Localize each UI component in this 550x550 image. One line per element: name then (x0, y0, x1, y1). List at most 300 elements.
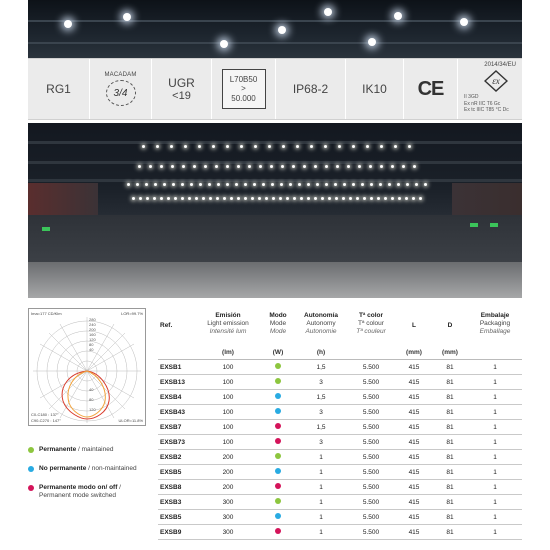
cell-mode (260, 408, 296, 416)
header-emission: Emisión Light emission Intensité lum (207, 312, 249, 336)
arena-light-icon (335, 197, 338, 200)
arena-light-icon (230, 197, 233, 200)
arena-light-icon (405, 197, 408, 200)
arena-light-icon (226, 183, 229, 186)
cell-emission: 100 (222, 378, 234, 386)
arena-light-icon (352, 145, 355, 148)
cell-autonomy: 1 (319, 498, 323, 506)
atex-cell (458, 59, 522, 119)
cell-diameter: 81 (446, 498, 454, 506)
cell-colour-temperature: 5.500 (362, 483, 380, 491)
cell-packaging: 1 (493, 378, 497, 386)
legend-label: No permanente (39, 464, 87, 472)
cell-length: 415 (408, 363, 420, 371)
risk-group-cell (28, 59, 90, 119)
arena-light-icon (182, 165, 185, 168)
arena-light-icon (307, 183, 310, 186)
svg-text:εx: εx (492, 76, 500, 87)
unit-length: (mm) (406, 349, 422, 356)
arena-light-icon (244, 183, 247, 186)
ip-rating-value: IP68-2 (292, 82, 329, 96)
arena-light-icon (325, 165, 328, 168)
arena-light-icon (156, 145, 159, 148)
table-row (158, 495, 522, 510)
ceiling-photo-top (28, 0, 522, 58)
cell-diameter: 81 (446, 513, 454, 521)
arena-light-icon (223, 197, 226, 200)
arena-light-icon (366, 145, 369, 148)
cell-packaging: 1 (493, 438, 497, 446)
cell-diameter: 81 (446, 408, 454, 416)
arena-light-icon (325, 183, 328, 186)
arena-light-icon (352, 183, 355, 186)
cell-length: 415 (408, 513, 420, 521)
ugr-cell (152, 59, 212, 119)
cell-ref: EXSB3 (160, 498, 182, 506)
table-row (158, 390, 522, 405)
exit-sign-icon (490, 223, 498, 227)
cell-packaging: 1 (493, 408, 497, 416)
header-packaging: Embalaje Packaging Emballage (479, 312, 511, 336)
table-row (158, 480, 522, 495)
ce-mark: CE (417, 77, 444, 100)
polar-tick-label: 40 (89, 347, 94, 352)
mode-dot-icon (275, 408, 281, 414)
arena-light-icon (216, 197, 219, 200)
arena-light-icon (328, 197, 331, 200)
mode-dot-icon (275, 513, 281, 519)
mode-dot-icon (275, 453, 281, 459)
arena-light-icon (251, 197, 254, 200)
cell-packaging: 1 (493, 423, 497, 431)
atex-marking (464, 94, 509, 114)
cell-colour-temperature: 5.500 (362, 453, 380, 461)
arena-light-icon (226, 165, 229, 168)
table-row (158, 525, 522, 540)
arena-light-icon (413, 165, 416, 168)
unit-emission: (lm) (222, 349, 234, 356)
arena-light-icon (398, 197, 401, 200)
table-row (158, 375, 522, 390)
arena-light-icon (289, 183, 292, 186)
arena-photo (28, 123, 522, 298)
polar-tick-label: 80 (89, 397, 94, 402)
arena-truss (28, 141, 522, 144)
cell-mode (260, 483, 296, 491)
arena-light-icon (363, 197, 366, 200)
lifetime-cell (212, 59, 276, 119)
cell-packaging: 1 (493, 468, 497, 476)
cell-ref: EXSB5 (160, 513, 182, 521)
arena-light-icon (248, 165, 251, 168)
legend-dot-icon (28, 485, 34, 491)
ceiling-lamp (394, 12, 402, 20)
polar-corner-label: LOR=99.7% (121, 311, 143, 316)
cell-colour-temperature: 5.500 (362, 423, 380, 431)
arena-light-icon (336, 165, 339, 168)
atex-line: II 3GD (464, 94, 479, 101)
cell-diameter: 81 (446, 423, 454, 431)
cell-ref: EXSB8 (160, 483, 182, 491)
table-units-row (158, 346, 522, 360)
polar-tick-label: 80 (89, 342, 94, 347)
cell-colour-temperature: 5.500 (362, 513, 380, 521)
arena-light-icon (412, 197, 415, 200)
arena-light-icon (146, 197, 149, 200)
arena-light-icon (226, 145, 229, 148)
arena-light-icon (391, 197, 394, 200)
arena-light-icon (195, 197, 198, 200)
mode-dot-icon (275, 483, 281, 489)
legend-dot-icon (28, 466, 34, 472)
cell-diameter: 81 (446, 468, 454, 476)
cell-length: 415 (408, 378, 420, 386)
polar-light-distribution-diagram (28, 308, 146, 426)
legend-translation: / maintained (76, 446, 114, 453)
arena-light-icon (265, 197, 268, 200)
polar-grid (33, 317, 141, 423)
lifetime-box (222, 69, 266, 109)
table-row (158, 465, 522, 480)
arena-light-icon (343, 183, 346, 186)
arena-light-icon (279, 197, 282, 200)
table-row (158, 405, 522, 420)
header-ref: Ref. (160, 322, 173, 329)
arena-light-icon (347, 165, 350, 168)
arena-light-icon (171, 165, 174, 168)
cell-emission: 100 (222, 363, 234, 371)
polar-tick-label: 160 (89, 332, 96, 337)
arena-light-icon (307, 197, 310, 200)
cell-emission: 300 (222, 513, 234, 521)
cell-ref: EXSB9 (160, 528, 182, 536)
cell-length: 415 (408, 438, 420, 446)
cell-colour-temperature: 5.500 (362, 363, 380, 371)
atex-ex-hexagon-icon (484, 70, 508, 92)
cell-emission: 300 (222, 528, 234, 536)
mode-dot-icon (275, 378, 281, 384)
cell-autonomy: 1,5 (316, 393, 326, 401)
polar-tick-label: 200 (89, 327, 96, 332)
arena-light-icon (342, 197, 345, 200)
arena-light-icon (379, 183, 382, 186)
macadam-value: 3/4 (113, 87, 128, 99)
mode-dot-icon (275, 363, 281, 369)
cell-mode (260, 363, 296, 371)
polar-plot (29, 309, 145, 425)
cell-autonomy: 3 (319, 378, 323, 386)
arena-light-icon (321, 197, 324, 200)
cell-ref: EXSB43 (160, 408, 185, 416)
arena-light-icon (202, 197, 205, 200)
arena-floor (28, 262, 522, 298)
polar-tick-label: 120 (89, 407, 96, 412)
legend-item-non-maintained (28, 465, 152, 474)
cell-diameter: 81 (446, 528, 454, 536)
ceiling-lamp (64, 20, 72, 28)
cell-mode (260, 528, 296, 536)
arena-light-icon (272, 197, 275, 200)
arena-light-icon (356, 197, 359, 200)
mode-dot-icon (275, 393, 281, 399)
table-body (158, 360, 522, 540)
arena-light-icon (198, 145, 201, 148)
arena-light-icon (199, 183, 202, 186)
arena-light-icon (188, 197, 191, 200)
arena-light-icon (215, 165, 218, 168)
cell-ref: EXSB4 (160, 393, 182, 401)
arena-light-icon (254, 145, 257, 148)
arena-light-icon (190, 183, 193, 186)
exit-sign-icon (42, 227, 50, 231)
arena-light-icon (334, 183, 337, 186)
exit-sign-icon (470, 223, 478, 227)
cell-mode (260, 498, 296, 506)
ceiling-lamp (324, 8, 332, 16)
arena-light-icon (370, 197, 373, 200)
arena-light-icon (138, 165, 141, 168)
risk-group-value: RG1 (46, 82, 71, 96)
lifetime-line1: L70B50 (229, 75, 258, 85)
unit-diameter: (mm) (442, 349, 458, 356)
ceiling-lamp (368, 38, 376, 46)
arena-light-icon (127, 183, 130, 186)
arena-light-icon (163, 183, 166, 186)
cell-autonomy: 1 (319, 468, 323, 476)
cell-diameter: 81 (446, 363, 454, 371)
arena-light-icon (310, 145, 313, 148)
arena-light-icon (270, 165, 273, 168)
legend-translation: / Permanent mode switched (39, 483, 121, 500)
arena-light-icon (394, 145, 397, 148)
lifetime-line2: > (241, 84, 246, 94)
arena-light-icon (237, 197, 240, 200)
cell-ref: EXSB5 (160, 468, 182, 476)
cell-length: 415 (408, 453, 420, 461)
cell-diameter: 81 (446, 483, 454, 491)
arena-light-icon (358, 165, 361, 168)
arena-light-icon (349, 197, 352, 200)
ceiling-lamp (123, 13, 131, 21)
arena-light-icon (209, 197, 212, 200)
arena-light-icon (314, 165, 317, 168)
cell-length: 415 (408, 393, 420, 401)
arena-light-icon (142, 145, 145, 148)
ik-rating-cell (346, 59, 404, 119)
arena-light-icon (380, 165, 383, 168)
arena-light-icon (281, 165, 284, 168)
arena-truss (28, 179, 522, 182)
polar-tick-label: 280 (89, 317, 96, 322)
cell-ref: EXSB1 (160, 363, 182, 371)
arena-light-icon (286, 197, 289, 200)
cell-autonomy: 1 (319, 453, 323, 461)
cell-autonomy: 3 (319, 408, 323, 416)
arena-light-icon (406, 183, 409, 186)
legend-item-switched (28, 484, 152, 502)
arena-light-icon (160, 165, 163, 168)
ceiling-lamp (220, 40, 228, 48)
arena-light-icon (424, 183, 427, 186)
arena-light-icon (237, 165, 240, 168)
cell-length: 415 (408, 498, 420, 506)
cell-emission: 100 (222, 438, 234, 446)
ceiling-lamp (460, 18, 468, 26)
cell-ref: EXSB2 (160, 453, 182, 461)
arena-light-icon (132, 197, 135, 200)
arena-light-icon (160, 197, 163, 200)
cell-diameter: 81 (446, 438, 454, 446)
macadam-title: MACADAM (104, 72, 137, 78)
arena-light-icon (338, 145, 341, 148)
arena-light-icon (204, 165, 207, 168)
ce-mark-cell (404, 59, 458, 119)
unit-autonomy: (h) (316, 349, 326, 356)
arena-light-icon (408, 145, 411, 148)
cell-colour-temperature: 5.500 (362, 438, 380, 446)
cell-length: 415 (408, 528, 420, 536)
legend-label: Permanente modo on/ off (39, 483, 118, 491)
spec-strip (28, 58, 522, 120)
table-row (158, 450, 522, 465)
lifetime-line3: 50.000 (231, 93, 256, 103)
arena-light-icon (402, 165, 405, 168)
arena-light-icon (271, 183, 274, 186)
cell-emission: 200 (222, 483, 234, 491)
cell-mode (260, 423, 296, 431)
arena-light-icon (384, 197, 387, 200)
cell-length: 415 (408, 468, 420, 476)
cell-diameter: 81 (446, 378, 454, 386)
arena-light-icon (303, 165, 306, 168)
cell-autonomy: 1 (319, 528, 323, 536)
cell-mode (260, 378, 296, 386)
arena-light-icon (292, 165, 295, 168)
arena-light-icon (184, 145, 187, 148)
polar-corner-label: ULOR=11.8% (118, 418, 143, 423)
arena-light-icon (397, 183, 400, 186)
table-row (158, 510, 522, 525)
arena-light-icon (361, 183, 364, 186)
arena-truss (28, 161, 522, 164)
cell-mode (260, 393, 296, 401)
cell-mode (260, 513, 296, 521)
arena-light-icon (296, 145, 299, 148)
product-reference-table (158, 312, 522, 540)
cell-mode (260, 468, 296, 476)
cell-length: 415 (408, 483, 420, 491)
cell-packaging: 1 (493, 528, 497, 536)
cell-mode (260, 453, 296, 461)
arena-light-icon (153, 197, 156, 200)
header-length: L (412, 322, 416, 329)
cell-length: 415 (408, 423, 420, 431)
cell-ref: EXSB7 (160, 423, 182, 431)
arena-light-icon (139, 197, 142, 200)
cell-packaging: 1 (493, 498, 497, 506)
ugr-label: UGR (168, 76, 195, 90)
cell-packaging: 1 (493, 363, 497, 371)
legend-label: Permanente (39, 446, 77, 453)
cell-packaging: 1 (493, 483, 497, 491)
macadam-ellipse-icon (106, 80, 136, 106)
legend-translation: / non-maintained (86, 464, 137, 472)
arena-light-icon (419, 197, 422, 200)
arena-light-icon (235, 183, 238, 186)
arena-light-icon (174, 197, 177, 200)
arena-light-icon (280, 183, 283, 186)
cell-autonomy: 1 (319, 513, 323, 521)
header-diameter: D (447, 322, 453, 329)
cell-emission: 300 (222, 498, 234, 506)
arena-light-icon (212, 145, 215, 148)
cell-ref: EXSB73 (160, 438, 185, 446)
arena-light-icon (154, 183, 157, 186)
table-row (158, 420, 522, 435)
arena-light-icon (240, 145, 243, 148)
cell-colour-temperature: 5.500 (362, 468, 380, 476)
mode-dot-icon (275, 468, 281, 474)
arena-light-icon (293, 197, 296, 200)
legend-dot-icon (28, 447, 34, 453)
arena-light-icon (370, 183, 373, 186)
arena-light-icon (170, 145, 173, 148)
table-row (158, 360, 522, 375)
unit-mode: (W) (272, 349, 284, 356)
arena-light-icon (380, 145, 383, 148)
mode-dot-icon (275, 498, 281, 504)
arena-light-icon (316, 183, 319, 186)
arena-back-wall (28, 215, 522, 263)
cell-autonomy: 1,5 (316, 423, 326, 431)
cell-autonomy: 3 (319, 438, 323, 446)
polar-corner-label: C0-C180 : 137° (31, 412, 59, 417)
roof-beam (28, 20, 522, 22)
cell-emission: 200 (222, 468, 234, 476)
mode-dot-icon (275, 438, 281, 444)
table-row (158, 435, 522, 450)
ip-rating-cell (276, 59, 346, 119)
arena-light-icon (172, 183, 175, 186)
cell-colour-temperature: 5.500 (362, 498, 380, 506)
arena-light-icon (388, 183, 391, 186)
arena-light-icon (244, 197, 247, 200)
polar-corner-label: C90-C270 : 147° (31, 418, 61, 423)
arena-light-icon (324, 145, 327, 148)
legend-item-maintained (28, 446, 152, 455)
arena-light-icon (181, 183, 184, 186)
cell-length: 415 (408, 408, 420, 416)
polar-tick-label: 240 (89, 322, 96, 327)
arena-light-icon (369, 165, 372, 168)
arena-light-icon (217, 183, 220, 186)
mode-dot-icon (275, 528, 281, 534)
arena-light-icon (314, 197, 317, 200)
header-colour-temperature: Tª color Tª colour Tª couleur (356, 312, 386, 336)
mode-dot-icon (275, 423, 281, 429)
cell-ref: EXSB13 (160, 378, 185, 386)
table-header (158, 312, 522, 346)
arena-light-icon (181, 197, 184, 200)
cell-emission: 100 (222, 393, 234, 401)
atex-line: Ex nR IIC T6 Gc (464, 100, 501, 107)
atex-directive: 2014/34/EU (484, 62, 516, 68)
arena-light-icon (282, 145, 285, 148)
cell-autonomy: 1,5 (316, 363, 326, 371)
header-autonomy: Autonomía Autonomy Autonomie (304, 312, 338, 336)
arena-light-icon (300, 197, 303, 200)
arena-light-icon (268, 145, 271, 148)
